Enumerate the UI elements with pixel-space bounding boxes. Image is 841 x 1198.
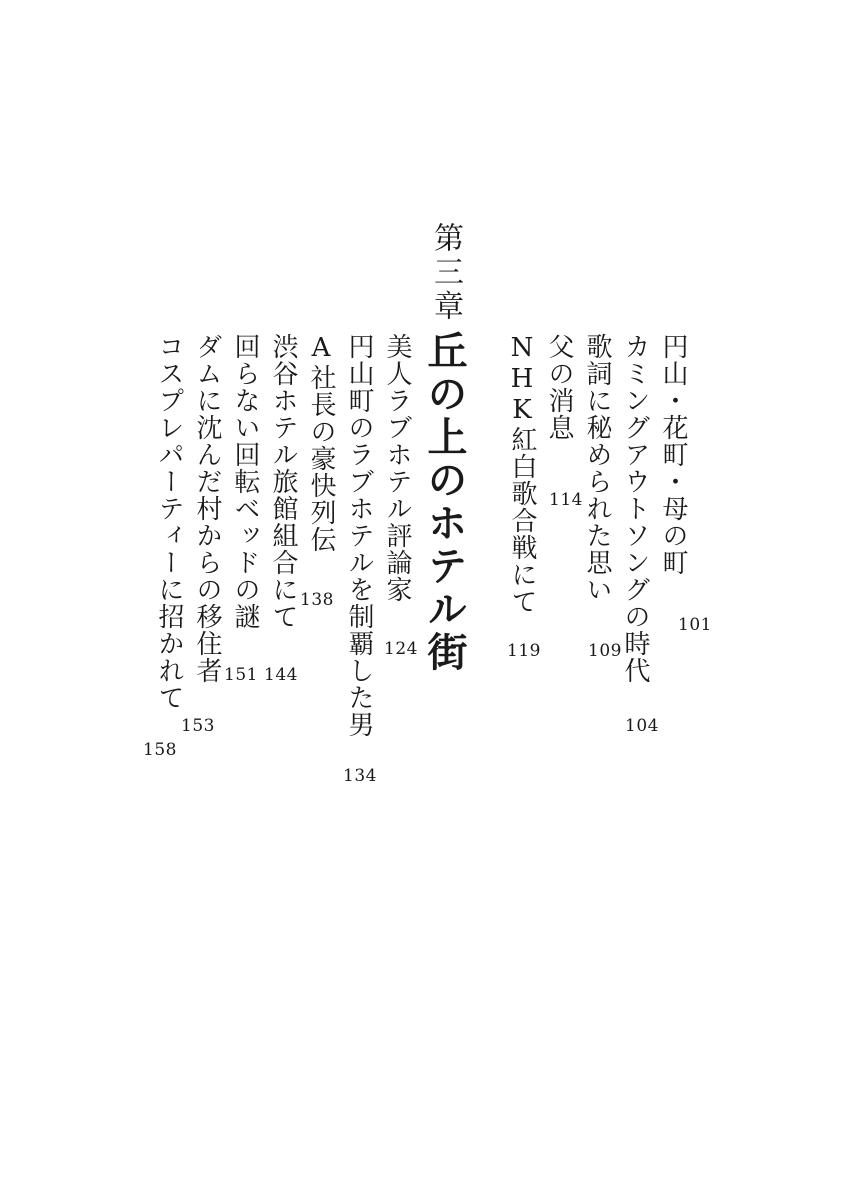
toc-entry-title: NHK紅白歌合戦にて <box>507 333 537 615</box>
toc-entry-title: 美人ラブホテル評論家 <box>382 333 412 603</box>
toc-entry-title: カミングアウトソングの時代 <box>620 333 650 684</box>
chapter-title: 丘の上のホテル街 <box>421 330 468 674</box>
toc-entry-page: 114 <box>549 490 583 510</box>
toc-entry-title: 歌詞に秘められた思い <box>582 333 612 603</box>
toc-entry-page: 138 <box>300 590 334 610</box>
toc-entry-page: 153 <box>181 716 215 736</box>
toc-entry-page: 101 <box>678 615 712 635</box>
toc-entry-page: 134 <box>343 766 377 786</box>
toc-entry-page: 109 <box>588 641 622 661</box>
toc-entry-title: 回らない回転ベッドの謎 <box>230 333 260 630</box>
toc-entry-page: 151 <box>224 665 258 685</box>
toc-entry-title: 父の消息 <box>544 333 574 441</box>
toc-entry-title: 円山町のラブホテルを制覇した男 <box>344 333 374 738</box>
toc-entry-title: ダムに沈んだ村からの移住者 <box>192 333 222 684</box>
toc-entry-title: コスプレパーティーに招かれて <box>154 333 184 711</box>
toc-entry-page: 144 <box>264 665 298 685</box>
chapter-label: 第三章 <box>428 222 463 324</box>
toc-entry-title: 円山・花町・母の町 <box>658 333 688 576</box>
toc-entry-page: 119 <box>507 641 541 661</box>
toc-entry-title: 渋谷ホテル旅館組合にて <box>268 333 298 630</box>
toc-entry-page: 158 <box>143 740 177 760</box>
toc-entry-title: A社長の豪快列伝 <box>306 333 336 553</box>
toc-entry-page: 124 <box>384 639 418 659</box>
toc-entry-page: 104 <box>625 716 659 736</box>
